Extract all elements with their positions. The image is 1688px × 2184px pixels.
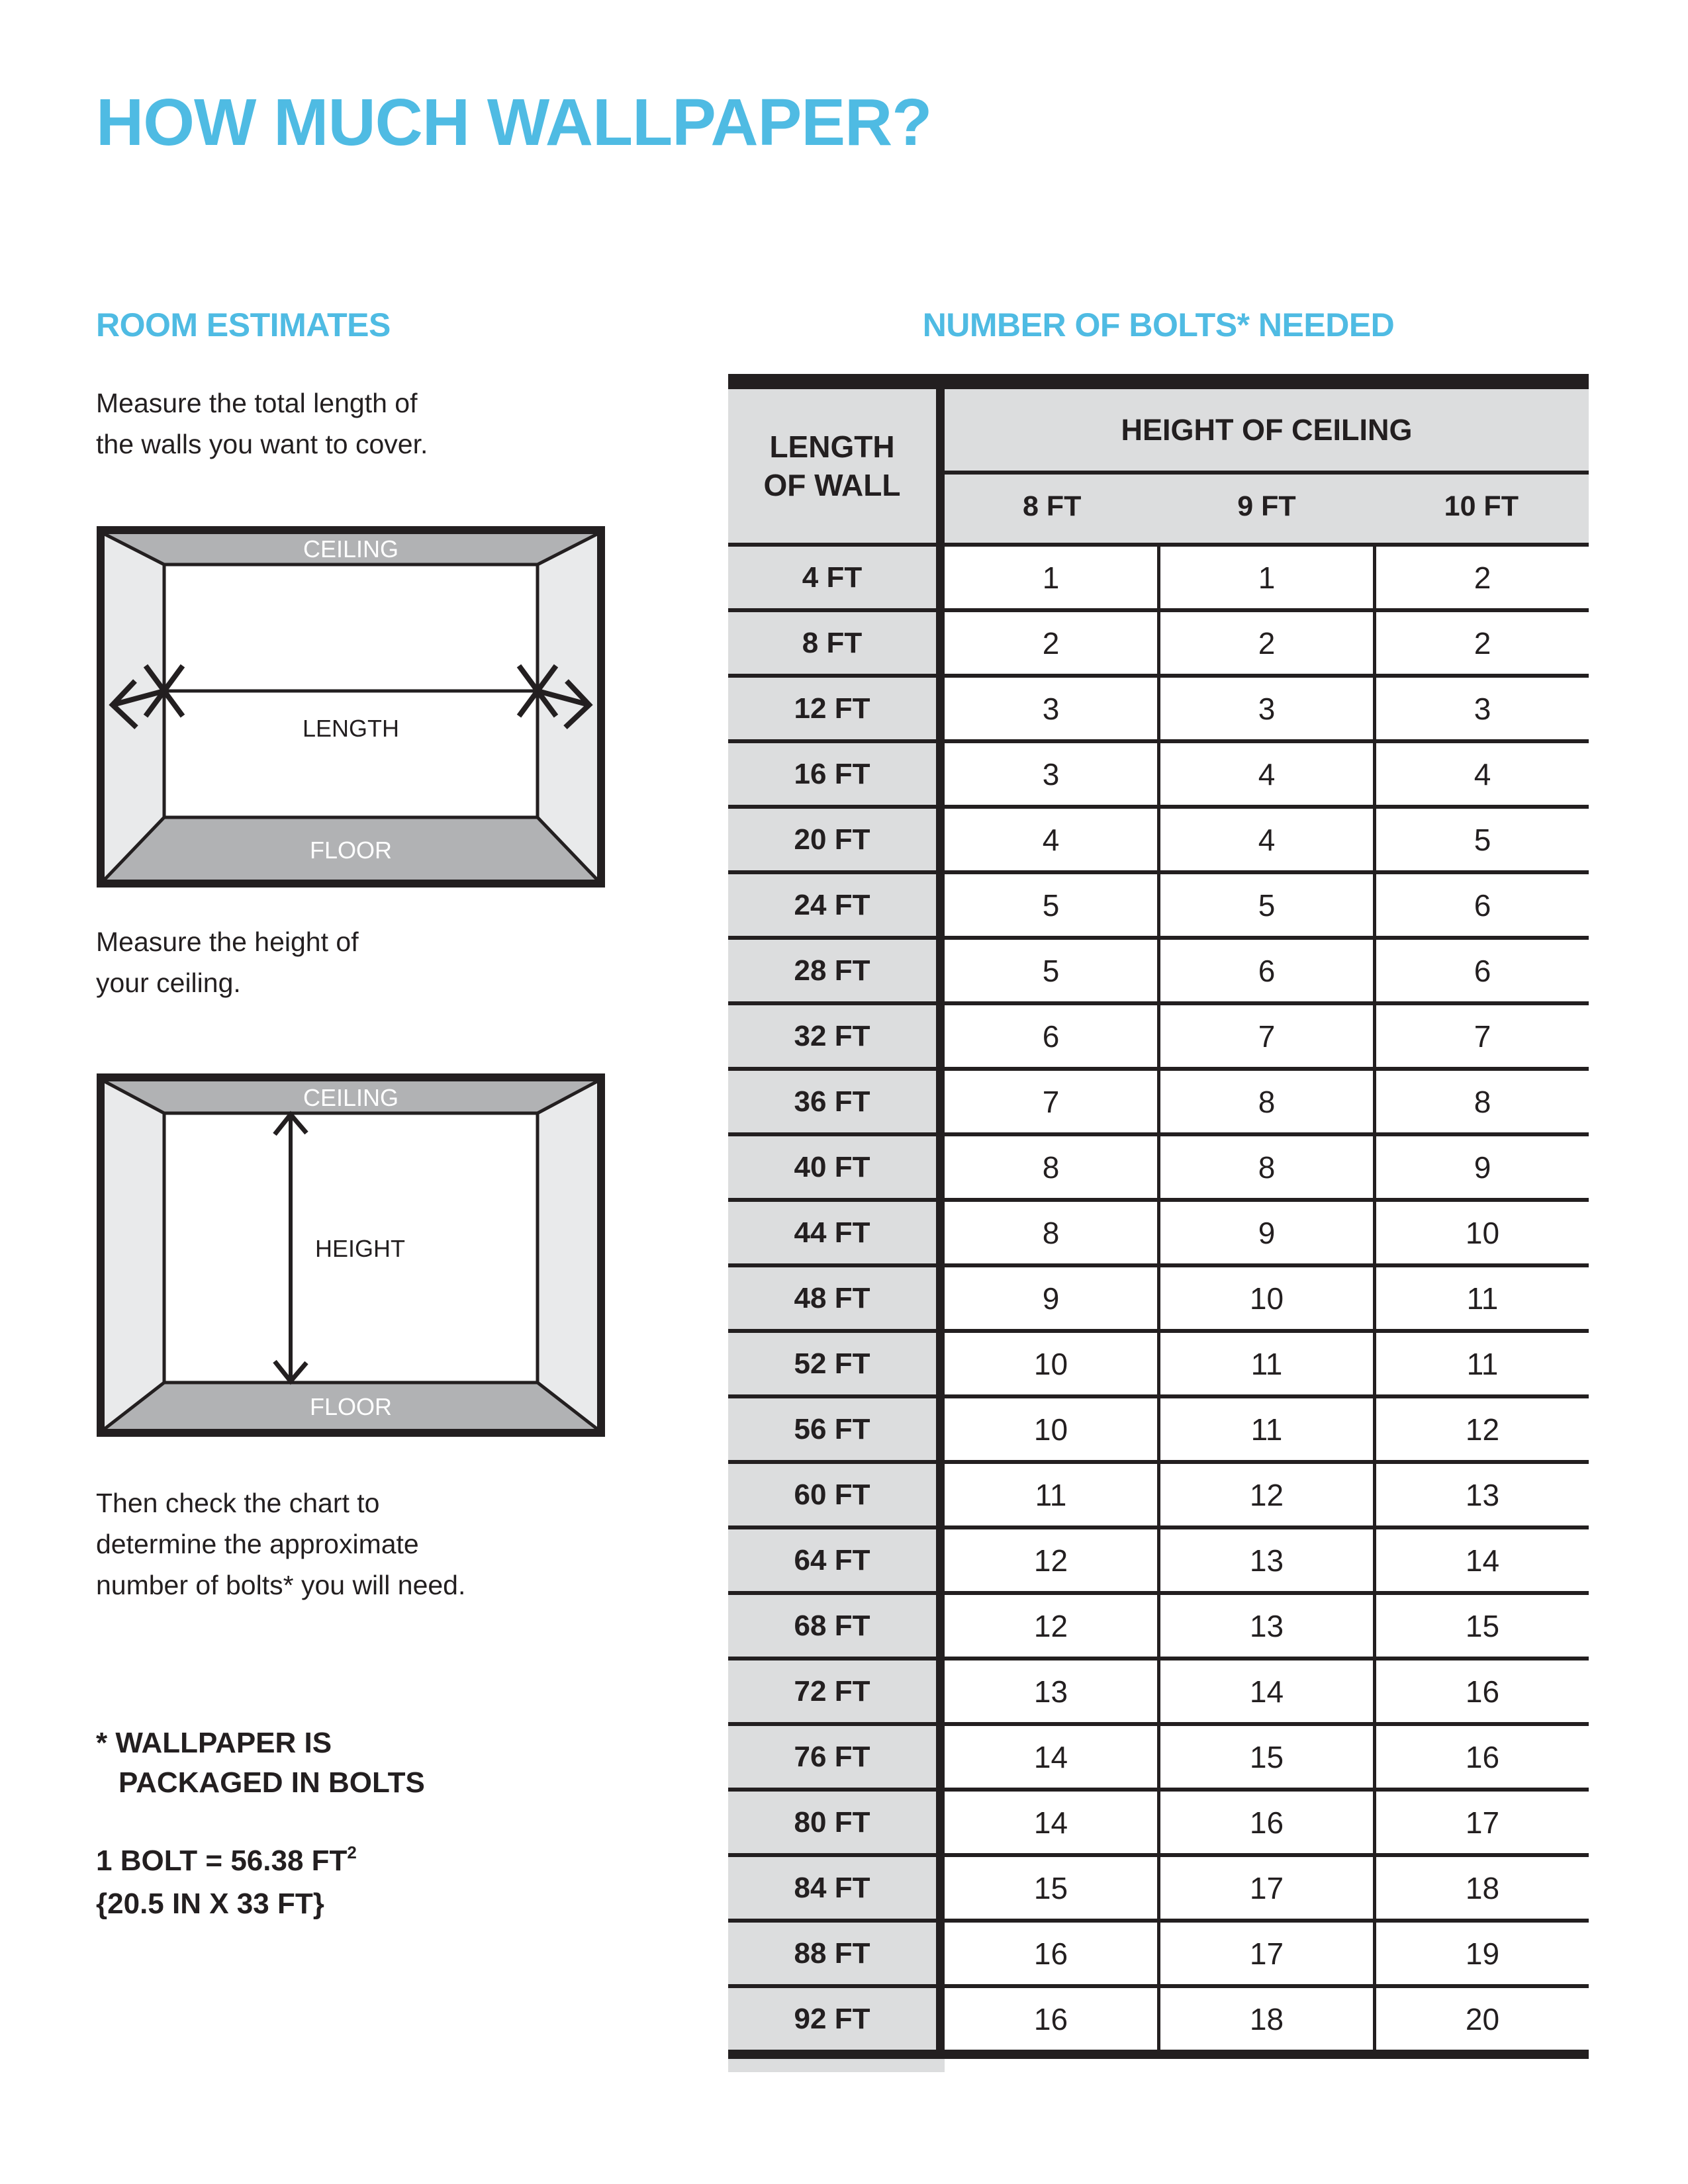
wall-length-cell: 84 FT <box>728 1857 945 1919</box>
wall-length-cell: 44 FT <box>728 1202 945 1263</box>
wall-length-cell: 48 FT <box>728 1267 945 1329</box>
table-row <box>728 1460 1589 1525</box>
table-row <box>728 1919 1589 1984</box>
bolt-count-cell: 13 <box>945 1661 1160 1722</box>
bolt-count-cell: 3 <box>1160 678 1376 739</box>
bolt-count-cell: 2 <box>1160 612 1376 674</box>
bolt-count-cell: 5 <box>945 874 1160 936</box>
length-room-diagram <box>97 526 605 887</box>
wall-length-cell: 92 FT <box>728 1988 945 2050</box>
right-wall-face <box>538 1081 597 1429</box>
bolt-count-cell: 10 <box>945 1398 1160 1460</box>
footnote-line: * WALLPAPER IS <box>96 1727 332 1759</box>
floor-label: FLOOR <box>309 837 393 864</box>
wall-length-cell: 64 FT <box>728 1529 945 1591</box>
wall-length-cell: 28 FT <box>728 940 945 1001</box>
bolt-count-cell: 3 <box>1376 678 1589 739</box>
table-row <box>728 543 1589 608</box>
bolt-count-cell: 13 <box>1160 1529 1376 1591</box>
ceiling-column-header: 10 FT <box>1444 490 1519 522</box>
bolt-count-cell: 15 <box>1160 1726 1376 1788</box>
bolt-count-cell: 8 <box>1160 1071 1376 1132</box>
ceiling-column-header: 9 FT <box>1237 490 1296 522</box>
wall-length-cell: 56 FT <box>728 1398 945 1460</box>
wall-length-cell: 40 FT <box>728 1136 945 1198</box>
bolt-count-cell: 1 <box>945 547 1160 608</box>
header-line: LENGTH <box>769 430 895 464</box>
bolt-count-cell: 5 <box>945 940 1160 1001</box>
table-bottom-bar <box>728 2050 1589 2059</box>
bolt-count-cell: 17 <box>1160 1857 1376 1919</box>
bolt-count-cell: 7 <box>945 1071 1160 1132</box>
instruction-line: Then check the chart to <box>96 1488 380 1518</box>
table-row <box>728 805 1589 870</box>
bolt-count-cell: 16 <box>1376 1661 1589 1722</box>
bolt-count-cell: 6 <box>1160 940 1376 1001</box>
bolt-count-cell: 16 <box>945 1988 1160 2050</box>
table-row <box>728 1722 1589 1788</box>
wall-length-cell: 88 FT <box>728 1923 945 1984</box>
bolt-count-cell: 13 <box>1376 1464 1589 1525</box>
bolt-count-cell: 9 <box>1160 1202 1376 1263</box>
table-row <box>728 739 1589 805</box>
table-row <box>728 1788 1589 1853</box>
bolt-count-cell: 8 <box>1160 1136 1376 1198</box>
bolt-count-cell: 14 <box>945 1726 1160 1788</box>
bolt-count-cell: 2 <box>945 612 1160 674</box>
bolt-dimensions: {20.5 IN X 33 FT} <box>96 1888 324 1920</box>
squared-superscript: 2 <box>347 1843 357 1862</box>
table-row <box>728 1591 1589 1657</box>
wall-length-cell: 36 FT <box>728 1071 945 1132</box>
wallpaper-bolts-footnote <box>96 1723 425 1803</box>
wall-length-cell: 4 FT <box>728 547 945 608</box>
bolt-count-cell: 6 <box>945 1005 1160 1067</box>
bolt-count-cell: 12 <box>945 1529 1160 1591</box>
bolt-count-cell: 14 <box>1160 1661 1376 1722</box>
bolt-count-cell: 3 <box>945 678 1160 739</box>
bolt-count-cell: 15 <box>1376 1595 1589 1657</box>
wall-length-cell: 8 FT <box>728 612 945 674</box>
bolt-count-cell: 2 <box>1376 547 1589 608</box>
bolt-count-cell: 8 <box>945 1136 1160 1198</box>
header-line: OF WALL <box>763 468 901 502</box>
table-row <box>728 1198 1589 1263</box>
table-top-bar <box>728 374 1589 389</box>
instruction-line: number of bolts* you will need. <box>96 1570 466 1600</box>
wall-length-cell: 24 FT <box>728 874 945 936</box>
height-label: HEIGHT <box>315 1235 406 1262</box>
table-row <box>728 1263 1589 1329</box>
bolt-count-cell: 12 <box>945 1595 1160 1657</box>
bolt-count-cell: 7 <box>1376 1005 1589 1067</box>
room-estimates-heading: ROOM ESTIMATES <box>96 306 391 343</box>
bolt-count-cell: 4 <box>1376 743 1589 805</box>
bolt-count-cell: 19 <box>1376 1923 1589 1984</box>
ceiling-column-headers <box>945 475 1589 539</box>
table-row <box>728 936 1589 1001</box>
ceiling-header-group <box>945 389 1589 543</box>
height-room-diagram <box>97 1073 605 1437</box>
bolt-count-cell: 12 <box>1376 1398 1589 1460</box>
bolt-count-cell: 4 <box>1160 743 1376 805</box>
wall-length-cell: 68 FT <box>728 1595 945 1657</box>
wall-length-cell: 72 FT <box>728 1661 945 1722</box>
bolt-count-cell: 9 <box>1376 1136 1589 1198</box>
table-body <box>728 543 1589 2050</box>
bolts-needed-heading: NUMBER OF BOLTS* NEEDED <box>922 306 1395 343</box>
bolt-count-cell: 17 <box>1160 1923 1376 1984</box>
bolt-count-cell: 10 <box>1376 1202 1589 1263</box>
ceiling-label: CEILING <box>303 535 399 563</box>
bolt-count-cell: 11 <box>945 1464 1160 1525</box>
bolt-count-cell: 20 <box>1376 1988 1589 2050</box>
table-row <box>728 870 1589 936</box>
footnote-line: PACKAGED IN BOLTS <box>118 1766 425 1799</box>
bolts-table <box>728 374 1589 2072</box>
wall-length-cell: 20 FT <box>728 809 945 870</box>
bolt-size-note <box>96 1841 357 1924</box>
bolt-count-cell: 1 <box>1160 547 1376 608</box>
bolt-count-cell: 5 <box>1376 809 1589 870</box>
bolt-count-cell: 16 <box>945 1923 1160 1984</box>
length-of-wall-header <box>728 389 945 543</box>
wall-length-cell: 80 FT <box>728 1792 945 1853</box>
wall-length-cell: 32 FT <box>728 1005 945 1067</box>
bolt-count-cell: 8 <box>945 1202 1160 1263</box>
table-row <box>728 1001 1589 1067</box>
left-wall-face <box>105 1081 164 1429</box>
bolt-equation: 1 BOLT = 56.38 $FT^2$ <box>96 1843 357 1877</box>
instruction-line: determine the approximate <box>96 1529 419 1559</box>
bolt-count-cell: 9 <box>945 1267 1160 1329</box>
bolt-count-cell: 11 <box>1160 1398 1376 1460</box>
table-row <box>728 1525 1589 1591</box>
wall-length-cell: 16 FT <box>728 743 945 805</box>
table-gray-tail <box>728 2059 945 2072</box>
bolt-count-cell: 10 <box>1160 1267 1376 1329</box>
bolt-count-cell: 11 <box>1376 1333 1589 1394</box>
bolt-count-cell: 3 <box>945 743 1160 805</box>
bolt-count-cell: 5 <box>1160 874 1376 936</box>
table-row <box>728 608 1589 674</box>
bolt-count-cell: 4 <box>945 809 1160 870</box>
wall-length-cell: 12 FT <box>728 678 945 739</box>
table-header <box>728 389 1589 543</box>
table-row <box>728 1132 1589 1198</box>
height-of-ceiling-header: HEIGHT OF CEILING <box>945 389 1589 475</box>
bolt-count-cell: 15 <box>945 1857 1160 1919</box>
wall-length-cell: 76 FT <box>728 1726 945 1788</box>
table-row <box>728 1067 1589 1132</box>
bolt-count-cell: 12 <box>1160 1464 1376 1525</box>
bolt-count-cell: 6 <box>1376 874 1589 936</box>
wall-length-cell: 60 FT <box>728 1464 945 1525</box>
bolt-count-cell: 11 <box>1376 1267 1589 1329</box>
bolt-count-cell: 2 <box>1376 612 1589 674</box>
instruction-measure-length <box>96 383 428 465</box>
bolt-count-cell: 14 <box>1376 1529 1589 1591</box>
instruction-measure-height <box>96 921 359 1003</box>
bolt-count-cell: 14 <box>945 1792 1160 1853</box>
bolt-count-cell: 10 <box>945 1333 1160 1394</box>
table-row <box>728 1394 1589 1460</box>
bolt-count-cell: 18 <box>1376 1857 1589 1919</box>
bolt-count-cell: 7 <box>1160 1005 1376 1067</box>
instruction-line: Measure the total length of <box>96 388 418 418</box>
bolt-count-cell: 8 <box>1376 1071 1589 1132</box>
instruction-line: the walls you want to cover. <box>96 429 428 459</box>
instruction-line: Measure the height of <box>96 927 359 957</box>
ceiling-label: CEILING <box>303 1084 399 1111</box>
bolt-count-cell: 13 <box>1160 1595 1376 1657</box>
instruction-line: your ceiling. <box>96 968 241 998</box>
floor-label: FLOOR <box>309 1393 393 1420</box>
table-row <box>728 1853 1589 1919</box>
table-row <box>728 1984 1589 2050</box>
bolt-count-cell: 4 <box>1160 809 1376 870</box>
page-title: HOW MUCH WALLPAPER? <box>96 85 932 159</box>
length-label: LENGTH <box>302 715 400 742</box>
bolt-count-cell: 6 <box>1376 940 1589 1001</box>
bolt-count-cell: 16 <box>1376 1726 1589 1788</box>
table-row <box>728 674 1589 739</box>
bolt-count-cell: 16 <box>1160 1792 1376 1853</box>
table-row <box>728 1329 1589 1394</box>
instruction-check-chart <box>96 1482 465 1606</box>
bolt-count-cell: 17 <box>1376 1792 1589 1853</box>
bolt-count-cell: 11 <box>1160 1333 1376 1394</box>
ceiling-column-header: 8 FT <box>1022 490 1082 522</box>
wall-length-cell: 52 FT <box>728 1333 945 1394</box>
table-row <box>728 1657 1589 1722</box>
bolt-count-cell: 18 <box>1160 1988 1376 2050</box>
